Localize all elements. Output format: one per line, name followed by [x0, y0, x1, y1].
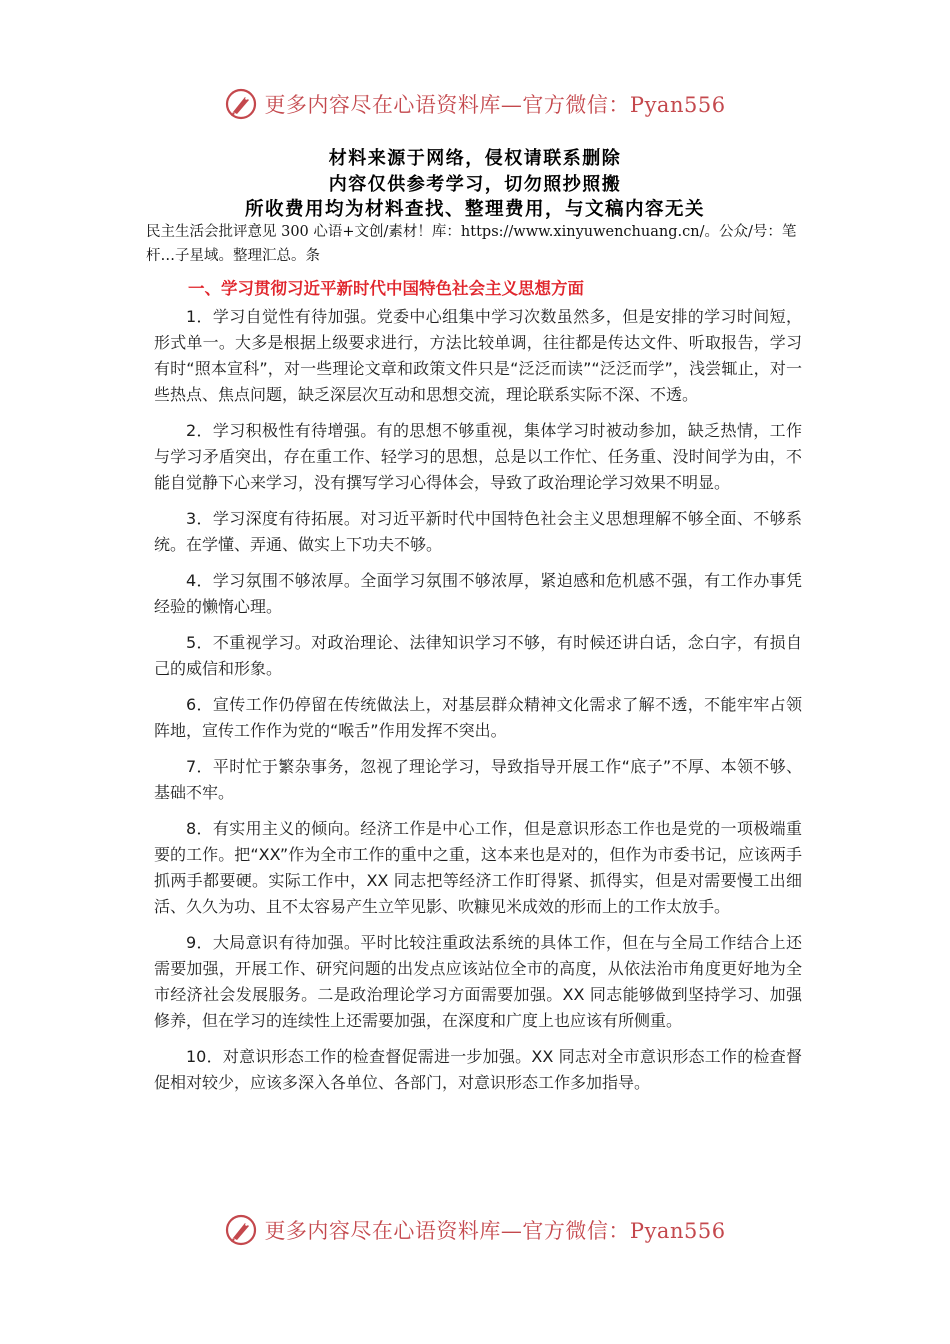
footer-banner-text: 更多内容尽在心语资料库—官方微信：Pyan556	[264, 1219, 726, 1243]
banner-text: 更多内容尽在心语资料库—官方微信：Pyan556	[264, 93, 726, 117]
section-heading: 一、学习贯彻习近平新时代中国特色社会主义思想方面	[188, 279, 584, 298]
paragraph-4: 4．学习氛围不够浓厚。全面学习氛围不够浓厚，紧迫感和危机感不强，有工作办事凭经验的懒惰心理。	[154, 571, 802, 616]
paragraph-9: 9．大局意识有待加强。平时比较注重政法系统的具体工作，但在与全局工作结合上还需要加强，开展工作、研究问题的出发点应该站位全市的高度，从依法治市角度更好地为全市经济社会发展服务。二是政治理论学习方面需要加强。XX 同志能够做到坚持学习、加强修养，但在学习的连续性上还需要加强，在深度和广度上也应该有所侧重。	[154, 933, 802, 1030]
pen-nib-logo-icon	[224, 1213, 258, 1247]
header-banner	[0, 84, 950, 124]
paragraph-1: 1．学习自觉性有待加强。党委中心组集中学习次数虽然多，但是安排的学习时间短，形式单一。大多是根据上级要求进行，方法比较单调，往往都是传达文件、听取报告，学习有时“照本宣科”，对一些理论文章和政策文件只是“泛泛而读”“泛泛而学”，浅尝辄止，对一些热点、焦点问题，缺乏深层次互动和思想交流，理论联系实际不深、不透。	[154, 307, 802, 404]
footer-banner	[0, 1210, 950, 1250]
intro-text: 民主生活会批评意见 300 心语+文创/素材！库：https://www.xinyuwenchuang.cn/。公众/号：笔杆…子星域。整理汇总。条	[146, 224, 797, 264]
paragraph-3: 3．学习深度有待拓展。对习近平新时代中国特色社会主义思想理解不够全面、不够系统。在学懂、弄通、做实上下功夫不够。	[154, 509, 802, 554]
notice-line-1: 材料来源于网络，侵权请联系删除	[328, 148, 622, 169]
paragraph-2: 2．学习积极性有待增强。有的思想不够重视，集体学习时被动参加，缺乏热情，工作与学习矛盾突出，存在重工作、轻学习的思想，总是以工作忙、任务重、没时间学为由，不能自觉静下心来学习，没有撰写学习心得体会，导致了政治理论学习效果不明显。	[154, 421, 802, 492]
notice-line-3: 所收费用均为材料查找、整理费用，与文稿内容无关	[244, 199, 705, 220]
pen-nib-logo-icon	[224, 87, 258, 121]
paragraph-7: 7．平时忙于繁杂事务，忽视了理论学习，导致指导开展工作“底子”不厚、本领不够、基础不牢。	[154, 757, 802, 802]
paragraph-10: 10．对意识形态工作的检查督促需进一步加强。XX 同志对全市意识形态工作的检查督促相对较少，应该多深入各单位、各部门，对意识形态工作多加指导。	[154, 1047, 802, 1092]
paragraph-5: 5．不重视学习。对政治理论、法律知识学习不够，有时候还讲白话，念白字，有损自己的威信和形象。	[154, 633, 802, 678]
document-body	[154, 304, 802, 1106]
paragraph-8: 8．有实用主义的倾向。经济工作是中心工作，但是意识形态工作也是党的一项极端重要的工作。把“XX”作为全市工作的重中之重，这本来也是对的，但作为市委书记，应该两手抓两手都要硬。实际工作中，XX 同志把等经济工作盯得紧、抓得实，但是对需要慢工出细活、久久为功、且不太容易产生立竿见影、吹糠见米成效的形而上的工作太放手。	[154, 819, 802, 916]
paragraph-6: 6．宣传工作仍停留在传统做法上，对基层群众精神文化需求了解不透，不能牢牢占领阵地，宣传工作作为党的“喉舌”作用发挥不突出。	[154, 695, 802, 740]
notice-line-2: 内容仅供参考学习，切勿照抄照搬	[328, 174, 622, 195]
